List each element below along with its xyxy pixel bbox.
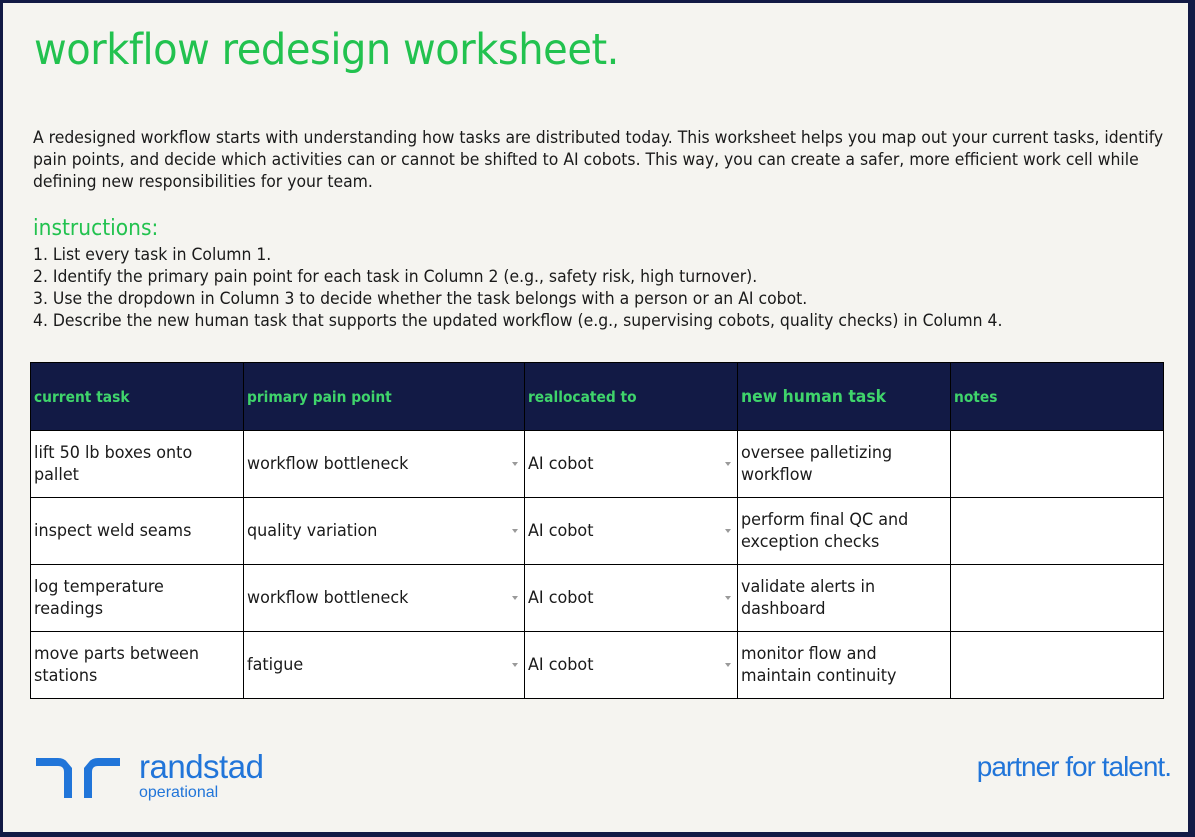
notes-cell[interactable] bbox=[951, 632, 1164, 699]
dropdown-arrow-icon[interactable] bbox=[512, 663, 518, 667]
worksheet-table bbox=[30, 362, 1164, 699]
header-notes: notes bbox=[951, 363, 1164, 431]
dropdown-arrow-icon[interactable] bbox=[512, 529, 518, 533]
notes-cell[interactable] bbox=[951, 498, 1164, 565]
table-row bbox=[31, 565, 1164, 632]
notes-cell[interactable] bbox=[951, 565, 1164, 632]
randstad-logo bbox=[36, 748, 281, 806]
table-row bbox=[31, 431, 1164, 498]
dropdown-arrow-icon[interactable] bbox=[725, 462, 731, 466]
new-human-task-cell[interactable]: validate alerts in dashboard bbox=[738, 565, 951, 632]
new-human-task-cell[interactable]: oversee palletizing workflow bbox=[738, 431, 951, 498]
header-reallocated-to: reallocated to bbox=[525, 363, 738, 431]
reallocated-to-dropdown[interactable]: AI cobot bbox=[525, 431, 738, 498]
table-row bbox=[31, 498, 1164, 565]
page-title: workflow redesign worksheet. bbox=[34, 25, 619, 75]
randstad-mark-icon bbox=[36, 758, 120, 798]
tagline: partner for talent. bbox=[976, 751, 1171, 782]
pain-point-dropdown[interactable]: fatigue bbox=[244, 632, 525, 699]
logo-subtitle: operational bbox=[139, 784, 219, 801]
table-row bbox=[31, 632, 1164, 699]
instructions-list bbox=[33, 244, 1174, 332]
pain-point-dropdown[interactable]: quality variation bbox=[244, 498, 525, 565]
dropdown-arrow-icon[interactable] bbox=[725, 663, 731, 667]
dropdown-arrow-icon[interactable] bbox=[512, 462, 518, 466]
instruction-item: 4. Describe the new human task that supports the updated workflow (e.g., supervising cobots, quality checks) in Column 4. bbox=[33, 311, 1003, 331]
dropdown-arrow-icon[interactable] bbox=[725, 596, 731, 600]
current-task-cell[interactable]: log temperature readings bbox=[31, 565, 244, 632]
instruction-item: 3. Use the dropdown in Column 3 to decide whether the task belongs with a person or an AI cobot. bbox=[33, 289, 808, 309]
instruction-item: 2. Identify the primary pain point for each task in Column 2 (e.g., safety risk, high turnover). bbox=[33, 267, 758, 287]
logo-wordmark: randstad bbox=[139, 748, 264, 785]
current-task-cell[interactable]: move parts between stations bbox=[31, 632, 244, 699]
dropdown-arrow-icon[interactable] bbox=[725, 529, 731, 533]
current-task-cell[interactable]: inspect weld seams bbox=[31, 498, 244, 565]
pain-point-dropdown[interactable]: workflow bottleneck bbox=[244, 565, 525, 632]
new-human-task-cell[interactable]: perform final QC and exception checks bbox=[738, 498, 951, 565]
header-current-task: current task bbox=[31, 363, 244, 431]
header-primary-pain-point: primary pain point bbox=[244, 363, 525, 431]
notes-cell[interactable] bbox=[951, 431, 1164, 498]
current-task-cell[interactable]: lift 50 lb boxes onto pallet bbox=[31, 431, 244, 498]
instruction-item: 1. List every task in Column 1. bbox=[33, 245, 272, 265]
reallocated-to-dropdown[interactable]: AI cobot bbox=[525, 632, 738, 699]
reallocated-to-dropdown[interactable]: AI cobot bbox=[525, 565, 738, 632]
pain-point-dropdown[interactable]: workflow bottleneck bbox=[244, 431, 525, 498]
header-new-human-task: new human task bbox=[738, 363, 951, 431]
instructions-heading: instructions: bbox=[33, 216, 159, 241]
reallocated-to-dropdown[interactable]: AI cobot bbox=[525, 498, 738, 565]
table-header-row bbox=[31, 363, 1164, 431]
intro-paragraph: A redesigned workflow starts with understanding how tasks are distributed today. This worksheet helps you map out your current tasks, identify pain points, and decide which activities can or cannot be shifted to AI cobots. This way, you can create a safer, more efficient work cell while defining new responsibilities for your team. bbox=[33, 128, 1164, 192]
dropdown-arrow-icon[interactable] bbox=[512, 596, 518, 600]
new-human-task-cell[interactable]: monitor flow and maintain continuity bbox=[738, 632, 951, 699]
